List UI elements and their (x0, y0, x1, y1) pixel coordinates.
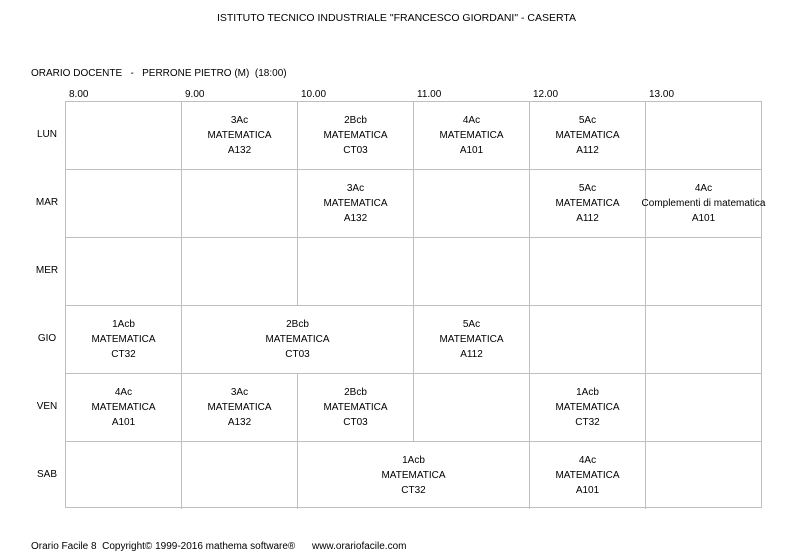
lesson-cell[interactable] (298, 441, 529, 509)
lesson-subject: MATEMATICA (439, 333, 504, 345)
lesson-room: A101 (575, 484, 600, 496)
lesson-class: 3Ac (346, 182, 365, 194)
day-label: LUN (36, 129, 57, 140)
lesson-room: CT03 (343, 416, 368, 428)
lesson-cell[interactable] (530, 101, 645, 169)
lesson-class: 5Ac (462, 318, 481, 330)
lesson-room: A112 (576, 212, 599, 224)
lesson-class: 2Bcb (344, 114, 367, 126)
column-divider (645, 237, 646, 305)
hour-label: 9.00 (185, 89, 205, 100)
lesson-cell[interactable] (298, 101, 413, 169)
day-label: MER (35, 265, 59, 276)
footer-website[interactable]: www.orariofacile.com (311, 541, 407, 552)
hour-label: 8.00 (69, 89, 89, 100)
column-divider (645, 101, 646, 169)
lesson-class: 4Ac (114, 386, 133, 398)
column-divider (645, 305, 646, 373)
lesson-class: 2Bcb (286, 318, 309, 330)
day-label: MAR (35, 197, 59, 208)
lesson-subject: MATEMATICA (207, 401, 272, 413)
lesson-cell[interactable] (182, 305, 413, 373)
lesson-room: A101 (691, 212, 716, 224)
lesson-subject: MATEMATICA (323, 401, 388, 413)
column-divider (413, 373, 414, 441)
lesson-class: 1Acb (112, 318, 135, 330)
lesson-class: 5Ac (578, 114, 597, 126)
lesson-room: CT32 (575, 416, 600, 428)
lesson-room: A101 (111, 416, 136, 428)
lesson-class: 2Bcb (344, 386, 367, 398)
lesson-subject: Complementi di matematica (641, 197, 766, 209)
lesson-cell[interactable] (66, 373, 181, 441)
lesson-room: CT03 (343, 144, 368, 156)
lesson-cell[interactable] (298, 169, 413, 237)
day-label: GIO (37, 333, 57, 344)
day-label: VEN (36, 401, 58, 412)
column-divider (529, 237, 530, 305)
lesson-room: A132 (343, 212, 368, 224)
lesson-cell[interactable] (182, 101, 297, 169)
hour-label: 13.00 (649, 89, 675, 100)
footer-copyright: Orario Facile 8 Copyright© 1999-2016 mathema software® (31, 541, 296, 552)
lesson-cell[interactable] (298, 373, 413, 441)
lesson-room: A101 (459, 144, 484, 156)
lesson-subject: MATEMATICA (91, 333, 156, 345)
column-divider (645, 373, 646, 441)
schedule-title: ORARIO DOCENTE - PERRONE PIETRO (M) (18:00) (31, 68, 287, 79)
lesson-class: 1Acb (576, 386, 599, 398)
footer (31, 541, 406, 552)
document-title: ISTITUTO TECNICO INDUSTRIALE "FRANCESCO GIORDANI" - CASERTA (216, 12, 577, 24)
lesson-room: A132 (227, 144, 252, 156)
lesson-cell[interactable] (66, 305, 181, 373)
lesson-subject: MATEMATICA (555, 401, 620, 413)
lesson-class: 4Ac (578, 454, 597, 466)
lesson-room: A112 (576, 144, 599, 156)
column-divider (181, 441, 182, 509)
lesson-subject: MATEMATICA (323, 197, 388, 209)
lesson-class: 3Ac (230, 386, 249, 398)
lesson-class: 1Acb (402, 454, 425, 466)
column-divider (413, 237, 414, 305)
lesson-room: A112 (460, 348, 483, 360)
lesson-subject: MATEMATICA (323, 129, 388, 141)
lesson-subject: MATEMATICA (555, 129, 620, 141)
column-divider (181, 237, 182, 305)
column-divider (297, 237, 298, 305)
lesson-room: A132 (227, 416, 252, 428)
lesson-subject: MATEMATICA (381, 469, 446, 481)
lesson-subject: MATEMATICA (439, 129, 504, 141)
hour-label: 11.00 (417, 89, 442, 100)
lesson-cell[interactable] (530, 441, 645, 509)
lesson-subject: MATEMATICA (207, 129, 272, 141)
lesson-cell[interactable] (414, 101, 529, 169)
lesson-cell[interactable] (530, 169, 645, 237)
column-divider (645, 441, 646, 509)
lesson-room: CT03 (285, 348, 310, 360)
lesson-subject: MATEMATICA (91, 401, 156, 413)
lesson-cell[interactable] (641, 169, 766, 237)
column-divider (529, 305, 530, 373)
lesson-subject: MATEMATICA (555, 197, 620, 209)
hour-label: 12.00 (533, 89, 559, 100)
lesson-cell[interactable] (530, 373, 645, 441)
column-divider (181, 169, 182, 237)
lesson-room: CT32 (111, 348, 136, 360)
timetable-grid (65, 101, 766, 508)
lesson-class: 5Ac (578, 182, 597, 194)
lesson-class: 3Ac (230, 114, 249, 126)
lesson-room: CT32 (401, 484, 426, 496)
lesson-cell[interactable] (414, 305, 529, 373)
lesson-class: 4Ac (462, 114, 481, 126)
lesson-subject: MATEMATICA (265, 333, 330, 345)
column-divider (413, 169, 414, 237)
lesson-subject: MATEMATICA (555, 469, 620, 481)
hour-label: 10.00 (301, 89, 327, 100)
lesson-cell[interactable] (182, 373, 297, 441)
day-label: SAB (36, 469, 57, 480)
lesson-class: 4Ac (694, 182, 713, 194)
